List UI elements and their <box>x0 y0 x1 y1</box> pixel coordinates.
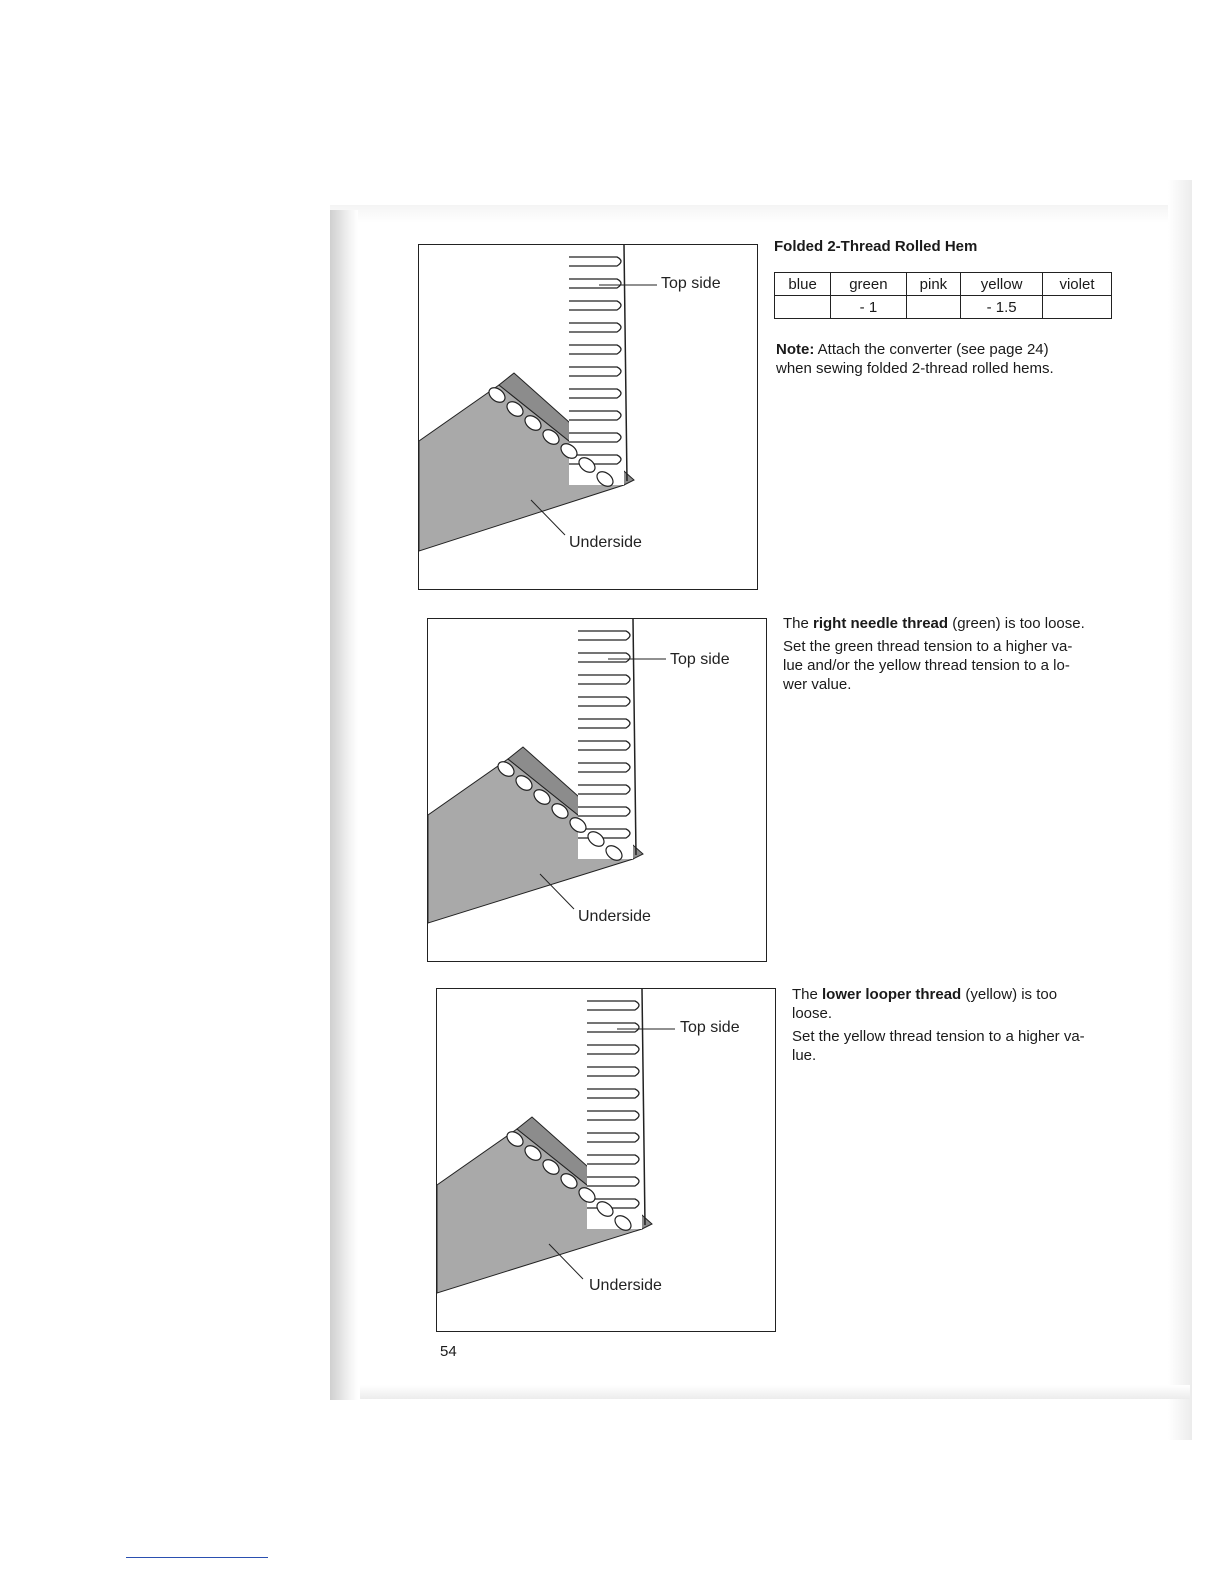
scan-shadow-top <box>330 205 1190 223</box>
stitch-loop <box>569 301 621 310</box>
stitch-loop <box>578 785 630 794</box>
value-violet <box>1042 296 1111 319</box>
stitch-loop <box>569 257 621 266</box>
stitch-loop <box>578 653 630 662</box>
stitch-loop <box>569 279 621 288</box>
stitch-loop <box>587 1045 639 1054</box>
fix-line: Set the yellow thread tension to a higher va- <box>792 1028 1085 1045</box>
fix-line: lue. <box>792 1047 817 1064</box>
color-green: green <box>831 273 906 296</box>
section-title: Folded 2-Thread Rolled Hem <box>774 238 978 255</box>
stitch-loop <box>578 675 630 684</box>
value-blue <box>775 296 831 319</box>
fault-lower-looper <box>792 985 1085 1065</box>
top-side-label: Top side <box>661 275 721 292</box>
stitch-loop <box>578 741 630 750</box>
fault-lower-looper-heading <box>792 985 1085 1004</box>
stitch-loop <box>578 807 630 816</box>
stitch-loop <box>587 1177 639 1186</box>
fix-line: lue and/or the yellow thread tension to a lo- <box>783 657 1070 674</box>
note-line-1: Attach the converter (see page 24) <box>817 341 1049 358</box>
stitch-loop <box>587 1067 639 1076</box>
stitch-loop <box>587 1089 639 1098</box>
stitch-loop <box>569 323 621 332</box>
stitch-loop <box>569 389 621 398</box>
fabric-edge <box>624 245 627 481</box>
tension-header-row <box>775 273 1112 296</box>
figure-needle-loose <box>427 618 767 962</box>
fault-right-needle-fix <box>783 637 1085 694</box>
note-label: Note: <box>776 341 815 358</box>
stitch-loop <box>569 411 621 420</box>
underside-label: Underside <box>569 534 642 551</box>
fabric-edge <box>633 619 636 855</box>
value-pink <box>906 296 961 319</box>
top-side-label: Top side <box>680 1019 740 1036</box>
text: The <box>792 986 823 1003</box>
scan-shadow-left <box>330 210 358 1400</box>
note-paragraph <box>776 340 1054 378</box>
stitch-loop <box>569 367 621 376</box>
scan-shadow-bottom <box>360 1385 1190 1399</box>
tension-value-row <box>775 296 1112 319</box>
fix-line: Set the green thread tension to a higher va- <box>783 638 1073 655</box>
value-green: - 1 <box>831 296 906 319</box>
color-pink: pink <box>906 273 961 296</box>
stitch-loop <box>578 697 630 706</box>
stitch-loop <box>587 1001 639 1010</box>
underside-label: Underside <box>589 1277 662 1294</box>
stitch-loop <box>578 631 630 640</box>
fault-right-needle-heading <box>783 614 1085 633</box>
stitch-loop <box>587 1111 639 1120</box>
stitch-loop <box>587 1023 639 1032</box>
stitch-loop <box>578 763 630 772</box>
text: loose. <box>792 1005 833 1022</box>
tension-table <box>774 272 1112 319</box>
fault-lower-looper-fix <box>792 1027 1085 1065</box>
figure-looper-loose <box>436 988 776 1332</box>
text: (yellow) is too <box>961 986 1058 1003</box>
fix-line: wer value. <box>783 676 852 693</box>
emphasis: lower looper thread <box>822 986 962 1003</box>
stitch-loop <box>587 1155 639 1164</box>
fault-right-needle <box>783 614 1085 694</box>
emphasis: right needle thread <box>813 615 949 632</box>
text: The <box>783 615 814 632</box>
color-blue: blue <box>775 273 831 296</box>
page-number: 54 <box>440 1343 457 1360</box>
note-line-2: when sewing folded 2-thread rolled hems. <box>776 360 1054 377</box>
color-yellow: yellow <box>961 273 1043 296</box>
scan-shadow-right <box>1168 180 1192 1440</box>
color-violet: violet <box>1042 273 1111 296</box>
stitch-loop <box>569 345 621 354</box>
scan-artifact-line <box>126 1557 268 1558</box>
stitch-loop <box>578 719 630 728</box>
stitch-loop <box>569 433 621 442</box>
top-side-label: Top side <box>670 651 730 668</box>
text: (green) is too loose. <box>948 615 1085 632</box>
underside-label: Underside <box>578 908 651 925</box>
value-yellow: - 1.5 <box>961 296 1043 319</box>
fabric-edge <box>642 989 645 1225</box>
stitch-loop <box>587 1133 639 1142</box>
figure-correct-hem <box>418 244 758 590</box>
